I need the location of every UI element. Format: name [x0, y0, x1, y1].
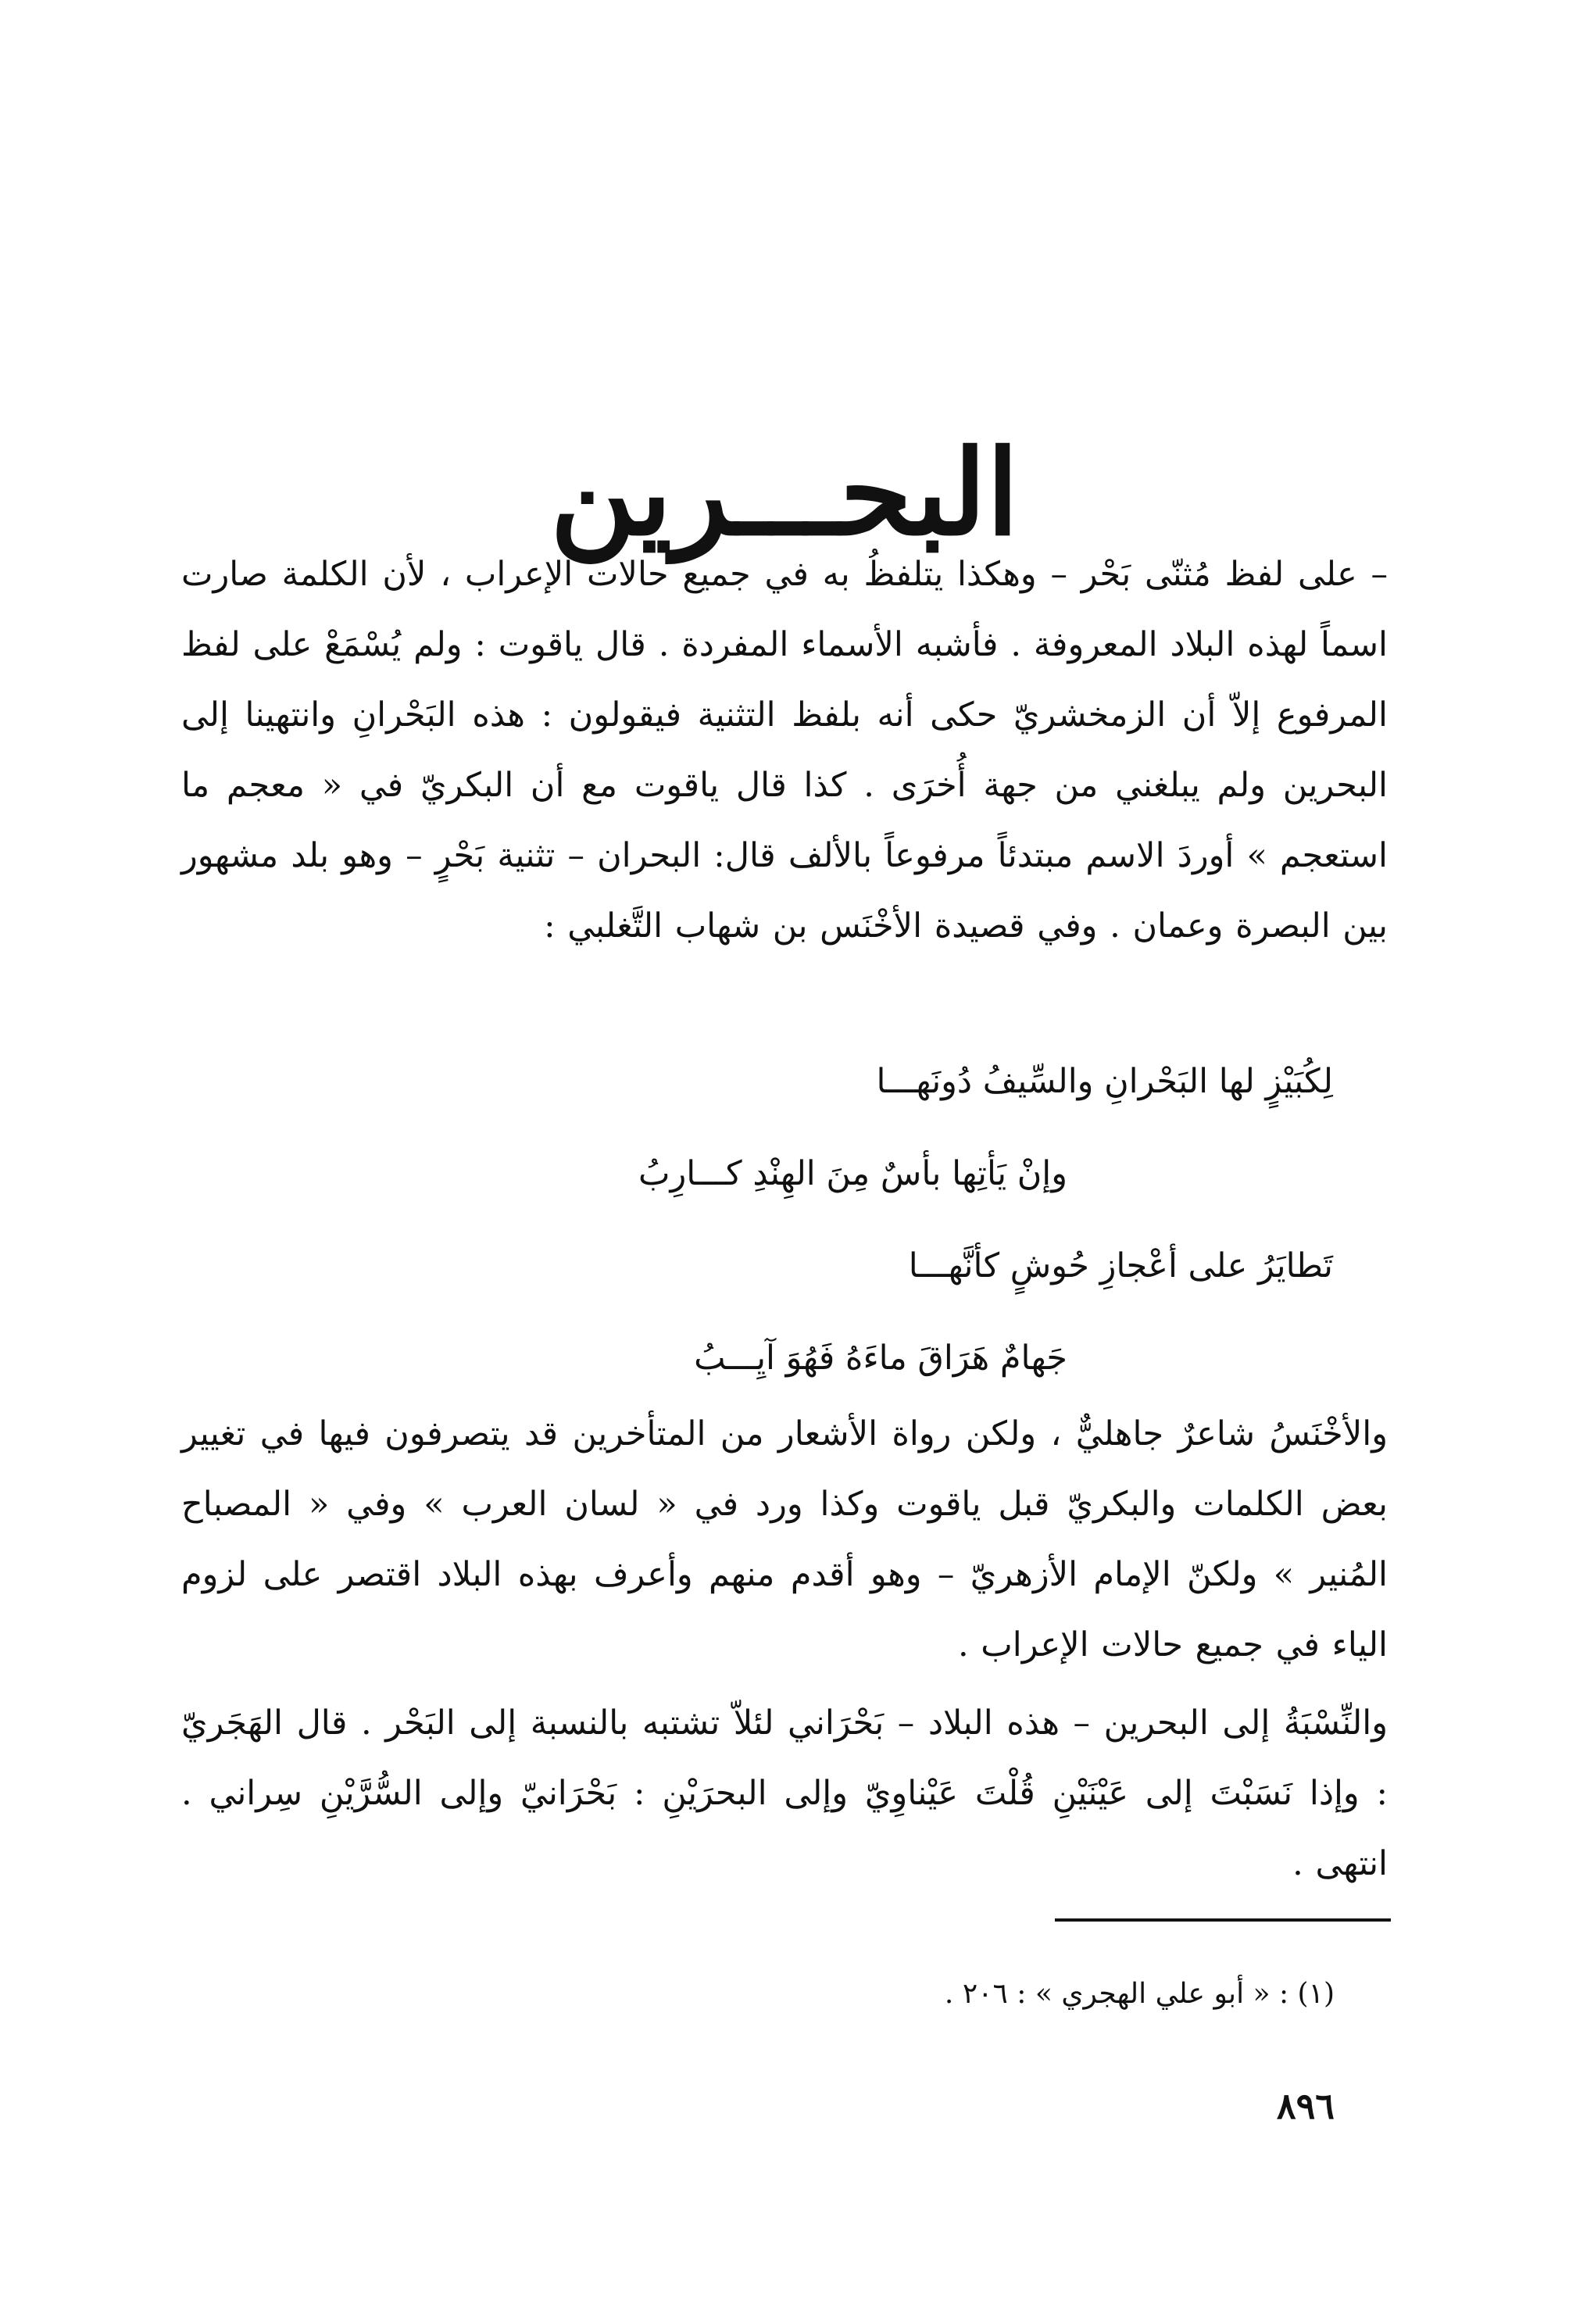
third-paragraph: [181, 1688, 1388, 1899]
page-title: البحـــرين: [550, 424, 1019, 562]
intro-paragraph: [181, 539, 1388, 961]
paragraph-text: والأخْنَسُ شاعرٌ جاهليٌّ ، ولكن رواة الأشعار من المتأخرين قد يتصرفون فيها في تغيير بعض الكلمات والبكريّ قبل ياقوت وكذا ورد في « لسان العرب » وفي « المصباح المُنير » ولكنّ الإمام الأزهريّ – وهو أقدم منهم وأعرف بهذه البلاد اقتصر على لزوم الياء في جميع حالات الإعراب .: [181, 1414, 1388, 1664]
paragraph-text: – على لفظ مُثنّى بَحْر – وهكذا يتلفظُ به في جميع حالات الإعراب ، لأن الكلمة صارت اسماً لهذه البلاد المعروفة . فأشبه الأسماء المفردة . قال ياقوت : ولم يُسْمَعْ على لفظ المرفوع إلاّ أن الزمخشريّ حكى أنه بلفظ التثنية فيقولون : هذه البَحْرانِ وانتهينا إلى البحرين ولم يبلغني من جهة أُخرَى . كذا قال ياقوت مع أن البكريّ في « معجم ما استعجم » أوردَ الاسم مبتدئاً مرفوعاً بالألف قال: البحران – تثنية بَحْرٍ – وهو بلد مشهور بين البصرة وعمان . وفي قصيدة الأخْنَس بن شهاب التَّغلبي :: [181, 555, 1388, 946]
verse-line: وإنْ يَأتِها بأسٌ مِنَ الهِنْدِ كـــارِبُ: [638, 1154, 1067, 1193]
verse-line: لِكُبَيْزٍ لها البَحْرانِ والسِّيفُ دُونَهـــا: [876, 1062, 1333, 1101]
paragraph-text: والنِّسْبَةُ إلى البحرين – هذه البلاد – بَحْرَاني لئلاّ تشتبه بالنسبة إلى البَحْر . قال الهَجَريّ : وإذا نَسَبْتَ إلى عَيْنَيْنِ قُلْتَ عَيْناوِيّ وإلى البحرَيْنِ : بَحْرَانيّ وإلى السُّرَّيْنِ سِراني . انتهى .: [181, 1704, 1388, 1883]
footnote: (١) : « أبو علي الهجري » : ٢٠٦ .: [944, 1978, 1335, 2010]
poem-verses: [181, 1035, 1388, 1404]
second-paragraph: [181, 1399, 1388, 1680]
verse-line: جَهامٌ هَرَاقَ ماءَهُ فَهُوَ آيِـــبُ: [694, 1339, 1067, 1378]
footnote-divider: [1055, 1918, 1391, 1922]
page-number: ٨٩٦: [1276, 2085, 1335, 2127]
verse-line: تَطايَرُ على أعْجازِ حُوشٍ كأنَّهـــا: [908, 1246, 1333, 1285]
